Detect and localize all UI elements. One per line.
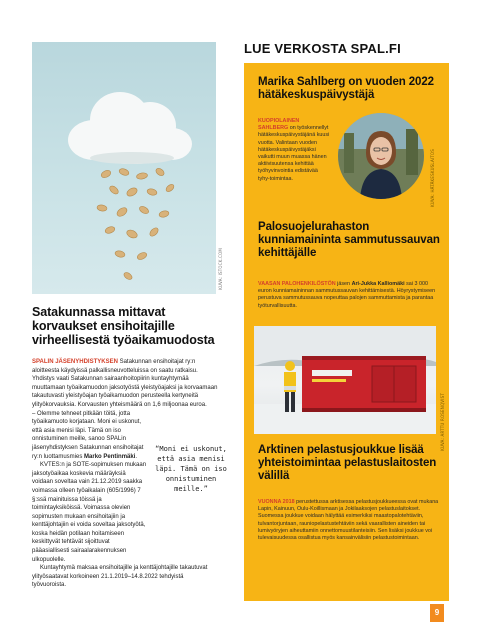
kicker: KUOPIOLAINEN SAHLBERG <box>258 118 300 132</box>
news-item-arktinen[interactable] <box>258 444 440 483</box>
news-title: Marika Sahlberg on vuoden 2022 hätäkeskuspäivystäjä <box>258 76 434 101</box>
kicker: VUONNA 2018 <box>258 499 295 505</box>
news-item-palosuojelu[interactable] <box>258 221 440 260</box>
news-panel <box>244 63 449 601</box>
article-title: Satakunnassa mittavat korvaukset ensihoitajille virheellisestä työaikamuodosta <box>32 305 215 347</box>
cloud-coins-photo <box>32 42 216 294</box>
paragraph-2 <box>32 410 148 462</box>
paragraph-2-text: – Olemme tehneet pitkään töitä, jotta työaikamuoto korjataan. Moni ei uskonut, että asia menisi läpi. Tämä on iso onnistuminen meille, sanoo SPALin jäsenyhdistyksen Satakunnan ensihoitajat ry:n luottamusmies <box>32 410 144 460</box>
pull-quote: “Moni ei uskonut, että asia menisi läpi. Tämä on iso onnistuminen meille.” <box>155 445 227 493</box>
news-body <box>258 118 330 183</box>
paragraph-1-text: Satakunnan ensihoitajat ry:n aloitteesta käydyissä palkallisneuvotteluissa on saatu ratkaisu. Yhdistys vaati Satakunnan sairaanhoitopiirin kuntayhtymää muuttamaan työaikamuodon jaksotyöstä yleistyöajaksi ja korvaamaan takautuvasti yleistyöajan työaikamuodon perusteella kertyneitä ylityökorvauksia. Korvausten yhteismäärä on 1,6 miljoonaa euroa. <box>32 359 218 408</box>
paragraph-3-text: KVTES:n ja SOTE-sopimuksen mukaan jaksotyöaikaa koskevia määräyksiä voidaan soveltaa vain 21.12.2019 saakka voimassa olleen työaikalain (605/1996) 7 §:ssä mainituissa töissä ja toimintayksiköissä. Voimassa olevien sopimusten mukaan ensihoitajiin ja kenttäjohtajiin ei voida soveltaa jaksotyötä, koska heidän potilaan hoitamiseen keskittyvät tehtävät sijoittuvat pääasiallisesti sairaalarakennuksen ulkopuolelle. <box>32 462 147 563</box>
paragraph-4 <box>32 564 218 590</box>
news-body <box>258 281 440 310</box>
paragraph-1 <box>32 358 218 410</box>
portrait-photo <box>338 113 424 199</box>
rescue-container-photo <box>254 326 436 434</box>
person-name: Marko Pentinmäki <box>84 453 136 460</box>
person-name: Ari-Jukka Kalliomäki <box>351 281 405 287</box>
kicker: VAASAN PALOHENKILÖSTÖN <box>258 281 336 287</box>
news-title: Palosuojelurahaston kunniamaininta sammutussauvan kehittäjälle <box>258 221 440 259</box>
news-body <box>258 499 440 542</box>
paragraph-3 <box>32 461 148 564</box>
kicker: SPALIN JÄSENYHDISTYKSEN <box>32 359 118 365</box>
photo-credit: KUVA: HÄTÄKESKUSLAITOS <box>430 149 435 207</box>
news-title: Arktinen pelastusjoukkue lisää yhteistoimintaa pelastuslaitosten välillä <box>258 444 437 482</box>
news-item-hatakeskus[interactable] <box>258 76 440 102</box>
photo-credit: KUVA: ISTOCK.COM <box>218 248 223 290</box>
page-number: 9 <box>430 604 444 622</box>
news-body-text: perustettussa arktisessa pelastusjoukkueessa ovat mukana Lapin, Kainuun, Oulu-Koillismaan ja Jokilaaksojen pelastuslaitokset. Suomessa joukkue voidaan hälyttää esimerkiksi maastopalotehtäviin, tulvantorjuntaan, rauniopelastustehtäviin sekä vaarallisten aineiden tai lumivyöryjen aiheuttamiin onnettomuustilanteisiin. Sen lisäksi joukkue voi tulevaisuudessa osallistua myös kansainvälisiin pelastustoimintaan. <box>258 499 439 542</box>
news-body-text: jäsen <box>335 281 352 287</box>
news-body-text: on työskennellyt hätäkeskuspäivystäjänä kuusi vuotta. Valintaan vuoden hätäkeskuspäivystäjäksi vaikutti muun muassa hänen aktiivisuutensa kehittää työhyvinvointia edistävää tyhy-toimintaa. <box>258 125 330 182</box>
paragraph-2-end: . <box>135 453 138 460</box>
photo-credit: KUVA: ARTTU ROSENQVIST <box>440 393 445 451</box>
section-label: LUE VERKOSTA SPAL.FI <box>244 41 401 56</box>
news-body-text-2: sai 3 000 euron kunniamaininnan sammutussauvan kehittämisestä. Höyrystymiseen perustuva sammutussauva nopeuttaa palojen sammuttamista ja parantaa työturvallisuutta. <box>258 281 436 309</box>
paragraph-4-text: Kuntayhtymä maksaa ensihoitajille ja kenttäjohtajille takautuvat ylityösaatavat korkoineen 21.1.2019–14.8.2022 tehdyistä työvuoroista. <box>32 565 208 589</box>
